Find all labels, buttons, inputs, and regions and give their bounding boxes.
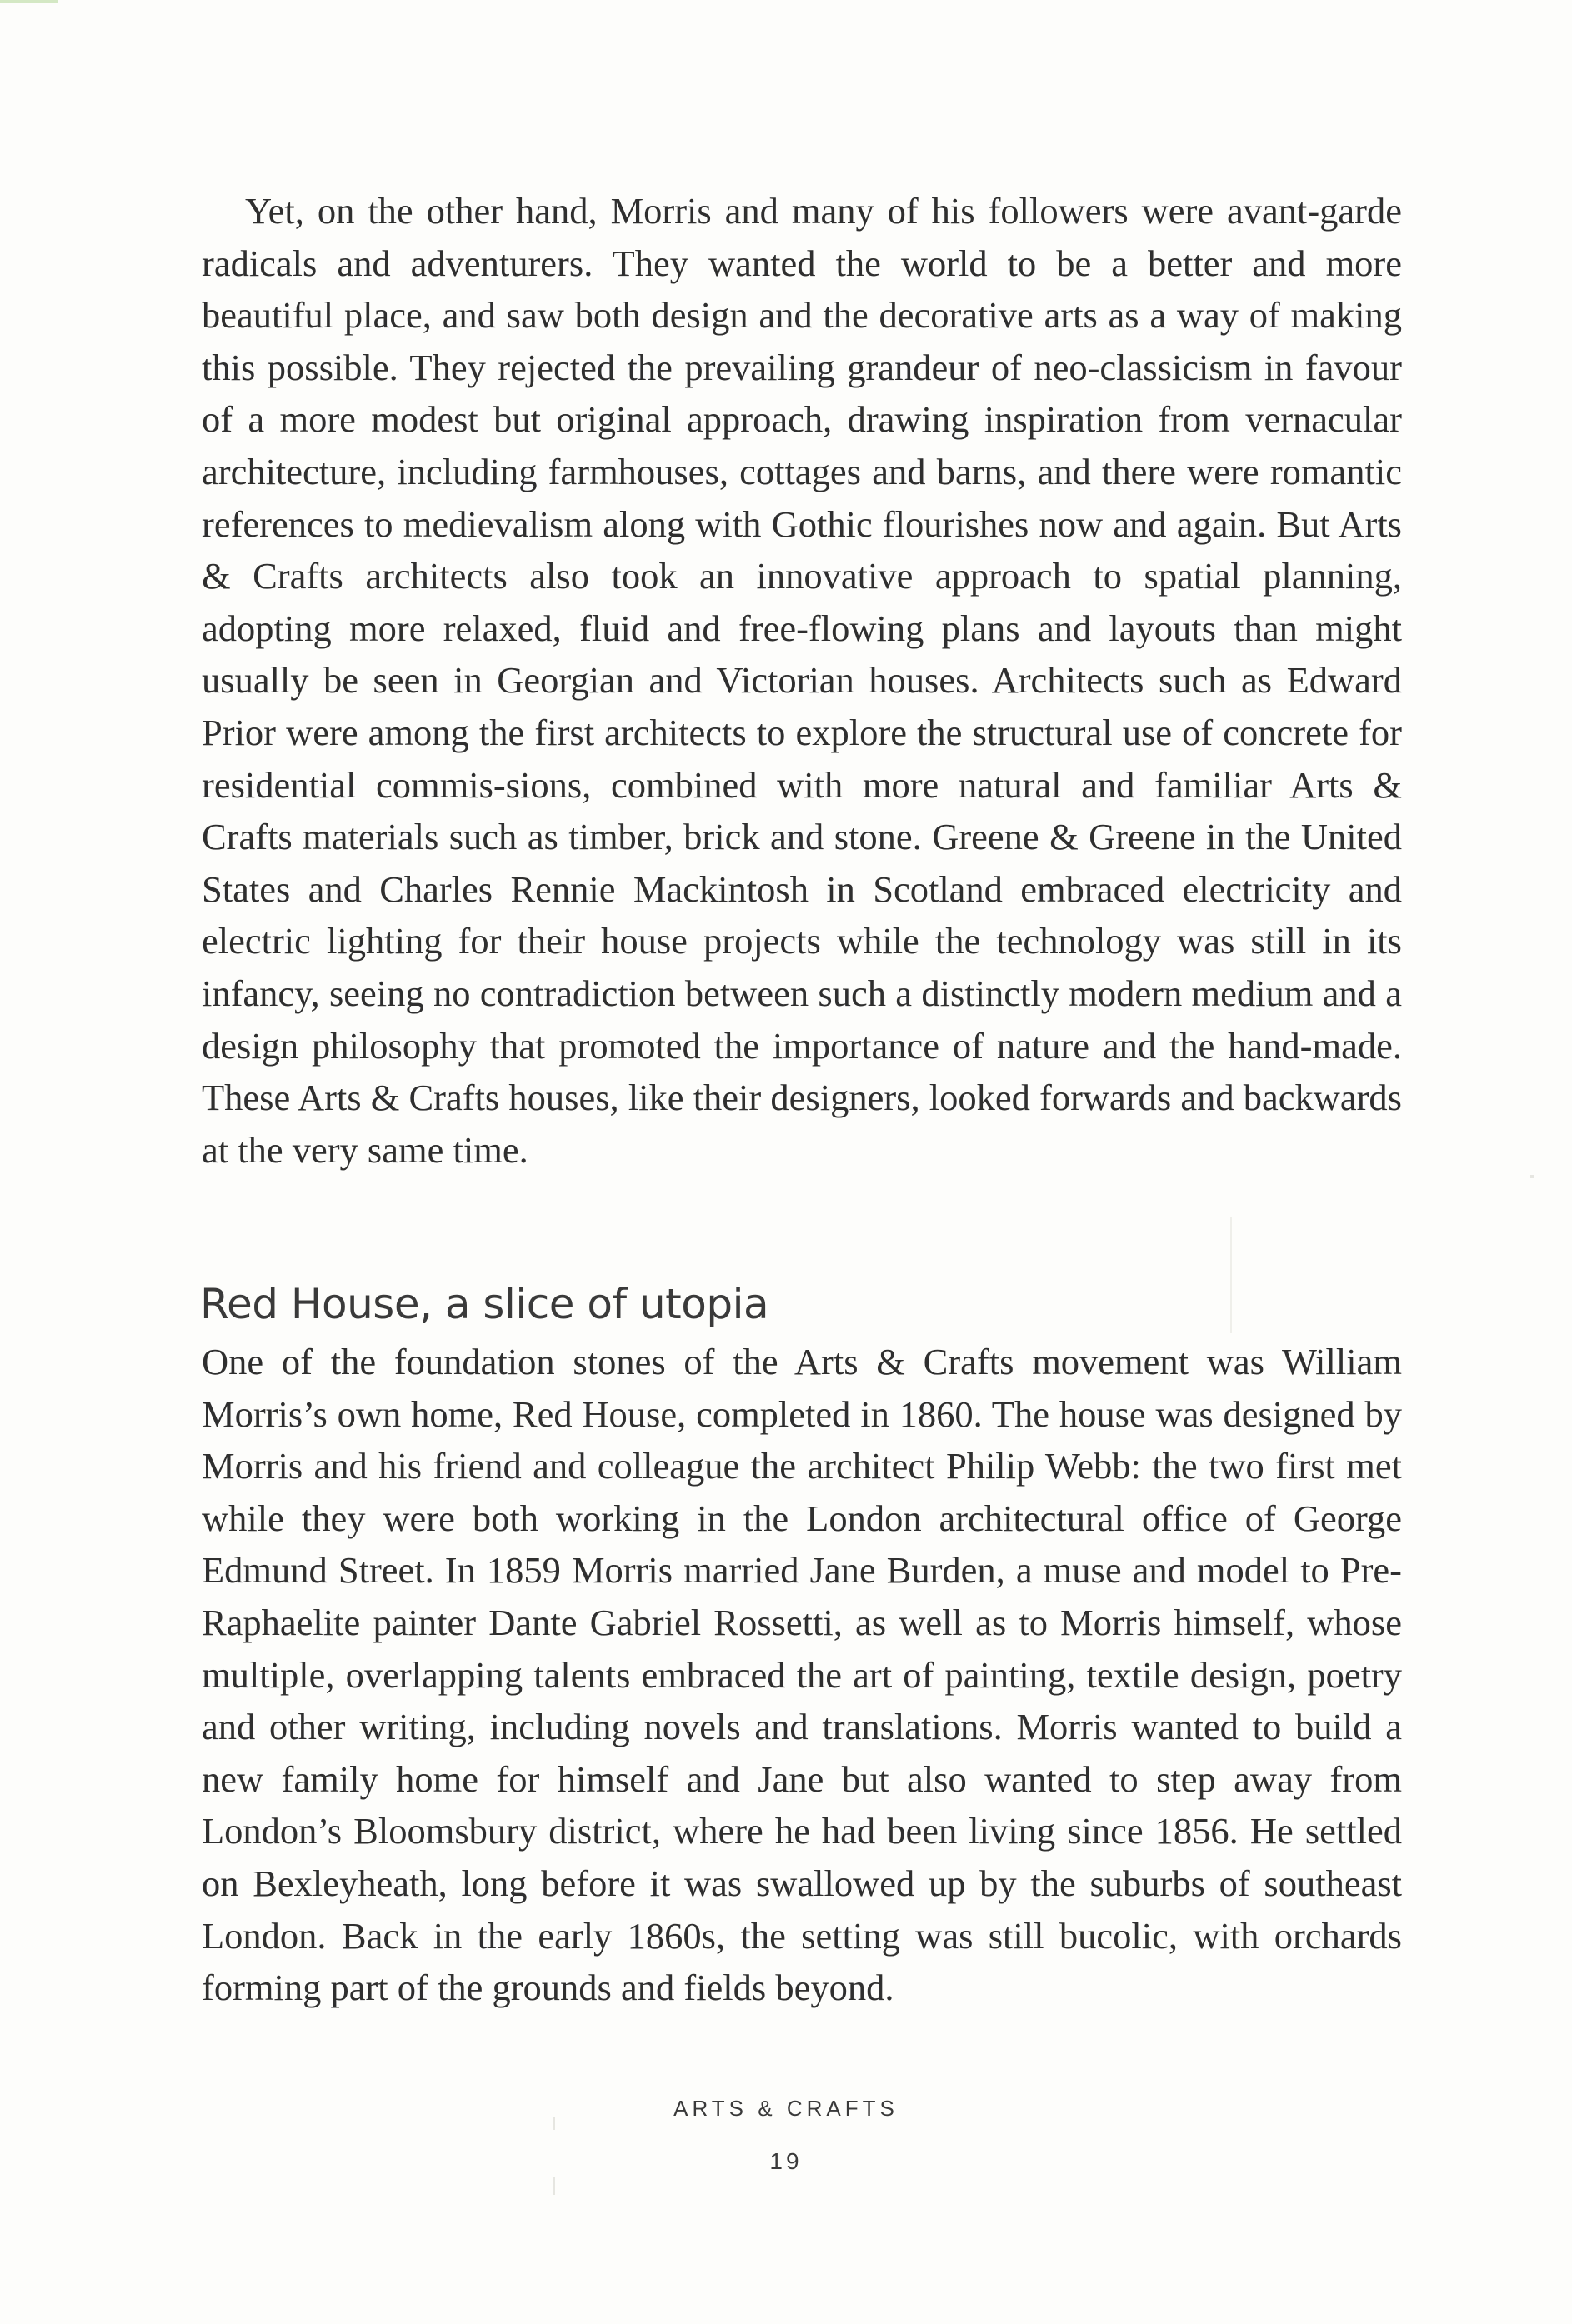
scan-artifact [0, 0, 58, 3]
page-number: 19 [769, 2148, 803, 2174]
paragraph-body [202, 1336, 1402, 2014]
scan-artifact [1530, 1175, 1534, 1178]
scan-artifact [553, 2177, 555, 2195]
running-footer: ARTS & CRAFTS [673, 2096, 899, 2121]
scan-artifact [1230, 1217, 1232, 1333]
section-heading: Red House, a slice of utopia [200, 1280, 769, 1328]
paragraph-body [202, 185, 1402, 1176]
paragraph-text: Yet, on the other hand, Morris and many of his followers were avant-garde radicals and adventurers. They wanted the world to be a better and more beautiful place, and saw both design and the decorative arts as a way of making this possible. They rejected the prevailing grandeur of neo-classicism in favour of a more modest but original approach, drawing inspiration from vernacular architecture, including farmhouses, cottages and barns, and there were romantic references to medievalism along with Gothic flourishes now and again. But Arts & Crafts architects also took an innovative approach to spatial planning, adopting more relaxed, fluid and free-flowing plans and layouts than might usually be seen in Georgian and Victorian houses. Architects such as Edward Prior were among the first architects to explore the structural use of concrete for residential commis-sions, combined with more natural and familiar Arts & Crafts materials such as timber, brick and stone. Greene & Greene in the United States and Charles Rennie Mackintosh in Scotland embraced electricity and electric lighting for their house projects while the technology was still in its infancy, seeing no contradiction between such a distinctly modern medium and a design philosophy that promoted the importance of nature and the hand-made. These Arts & Crafts houses, like their designers, looked forwards and backwards at the very same time. [202, 190, 1402, 1171]
paragraph-text: One of the foundation stones of the Arts & Crafts movement was William Morris’s own home, Red House, completed in 1860. The house was designed by Morris and his friend and colleague the architect Philip Webb: the two first met while they were both working in the London architectural office of George Edmund Street. In 1859 Morris married Jane Burden, a muse and model to Pre-Raphaelite painter Dante Gabriel Rossetti, as well as to Morris himself, whose multiple, overlapping talents embraced the art of painting, textile design, poetry and other writing, including novels and translations. Morris wanted to build a new family home for himself and Jane but also wanted to step away from London’s Bloomsbury district, where he had been living since 1856. He settled on Bexleyheath, long before it was swallowed up by the suburbs of southeast London. Back in the early 1860s, the setting was still bucolic, with orchards forming part of the grounds and fields beyond. [202, 1341, 1402, 2009]
